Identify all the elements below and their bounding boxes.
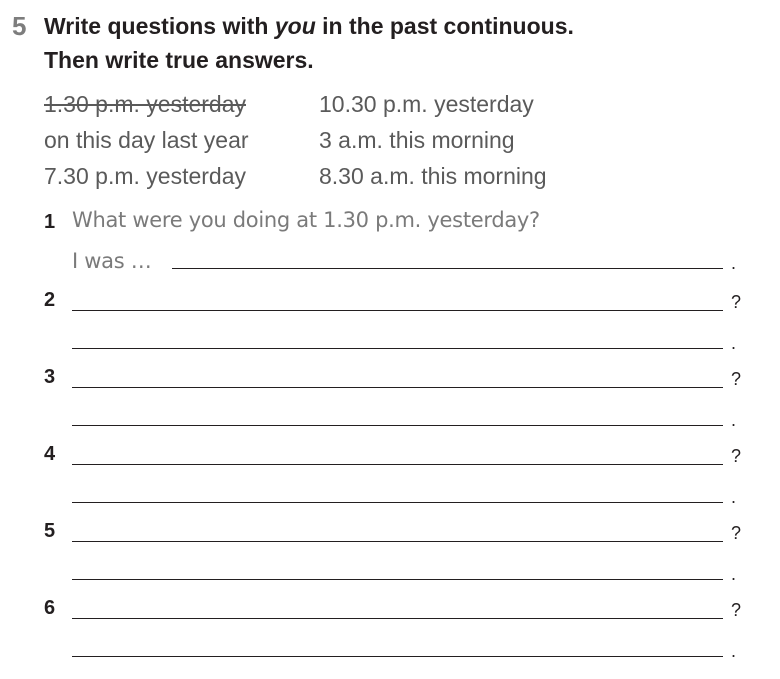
cue-item: on this day last year xyxy=(44,127,249,153)
cue-item: 10.30 p.m. yesterday xyxy=(319,91,534,117)
item-number: 5 xyxy=(44,520,56,542)
question-line[interactable] xyxy=(72,464,723,465)
answer-mark: . xyxy=(731,487,737,507)
question-mark: ? xyxy=(731,523,742,543)
answer-mark: . xyxy=(731,641,737,661)
answer-line[interactable] xyxy=(72,502,723,503)
question-mark: ? xyxy=(731,369,742,389)
item-number: 6 xyxy=(44,597,56,619)
item-number: 1 xyxy=(44,211,56,233)
item-number: 4 xyxy=(44,443,56,465)
answer-line[interactable] xyxy=(72,579,723,580)
answer-mark: . xyxy=(731,333,737,353)
question-line[interactable] xyxy=(72,618,723,619)
instruction-text: Write questions with xyxy=(44,13,275,39)
answer-mark: . xyxy=(731,564,737,584)
item-number: 3 xyxy=(44,366,56,388)
item-number: 2 xyxy=(44,289,56,311)
example-answer-start: I was … xyxy=(72,249,152,273)
answer-line[interactable] xyxy=(72,348,723,349)
cue-item: 7.30 p.m. yesterday xyxy=(44,163,246,189)
answer-line[interactable] xyxy=(72,425,723,426)
instruction-emphasis: you xyxy=(274,13,316,39)
question-line[interactable] xyxy=(72,387,723,388)
cue-item: 1.30 p.m. yesterday xyxy=(44,91,246,117)
answer-line[interactable] xyxy=(72,656,723,657)
cue-item: 3 a.m. this morning xyxy=(319,127,515,153)
end-mark: . xyxy=(731,253,737,273)
question-mark: ? xyxy=(731,446,742,466)
question-line[interactable] xyxy=(72,541,723,542)
question-line[interactable] xyxy=(72,310,723,311)
cue-item: 8.30 a.m. this morning xyxy=(319,163,547,189)
instruction-text: in the past continuous. xyxy=(315,13,574,39)
answer-line[interactable] xyxy=(172,268,723,269)
instruction-line-2: Then write true answers. xyxy=(44,47,314,73)
instruction-line-1 xyxy=(44,13,574,40)
question-mark: ? xyxy=(731,292,742,312)
question-mark: ? xyxy=(731,600,742,620)
example-question: What were you doing at 1.30 p.m. yesterday? xyxy=(72,208,540,232)
exercise-number: 5 xyxy=(12,11,27,41)
answer-mark: . xyxy=(731,410,737,430)
